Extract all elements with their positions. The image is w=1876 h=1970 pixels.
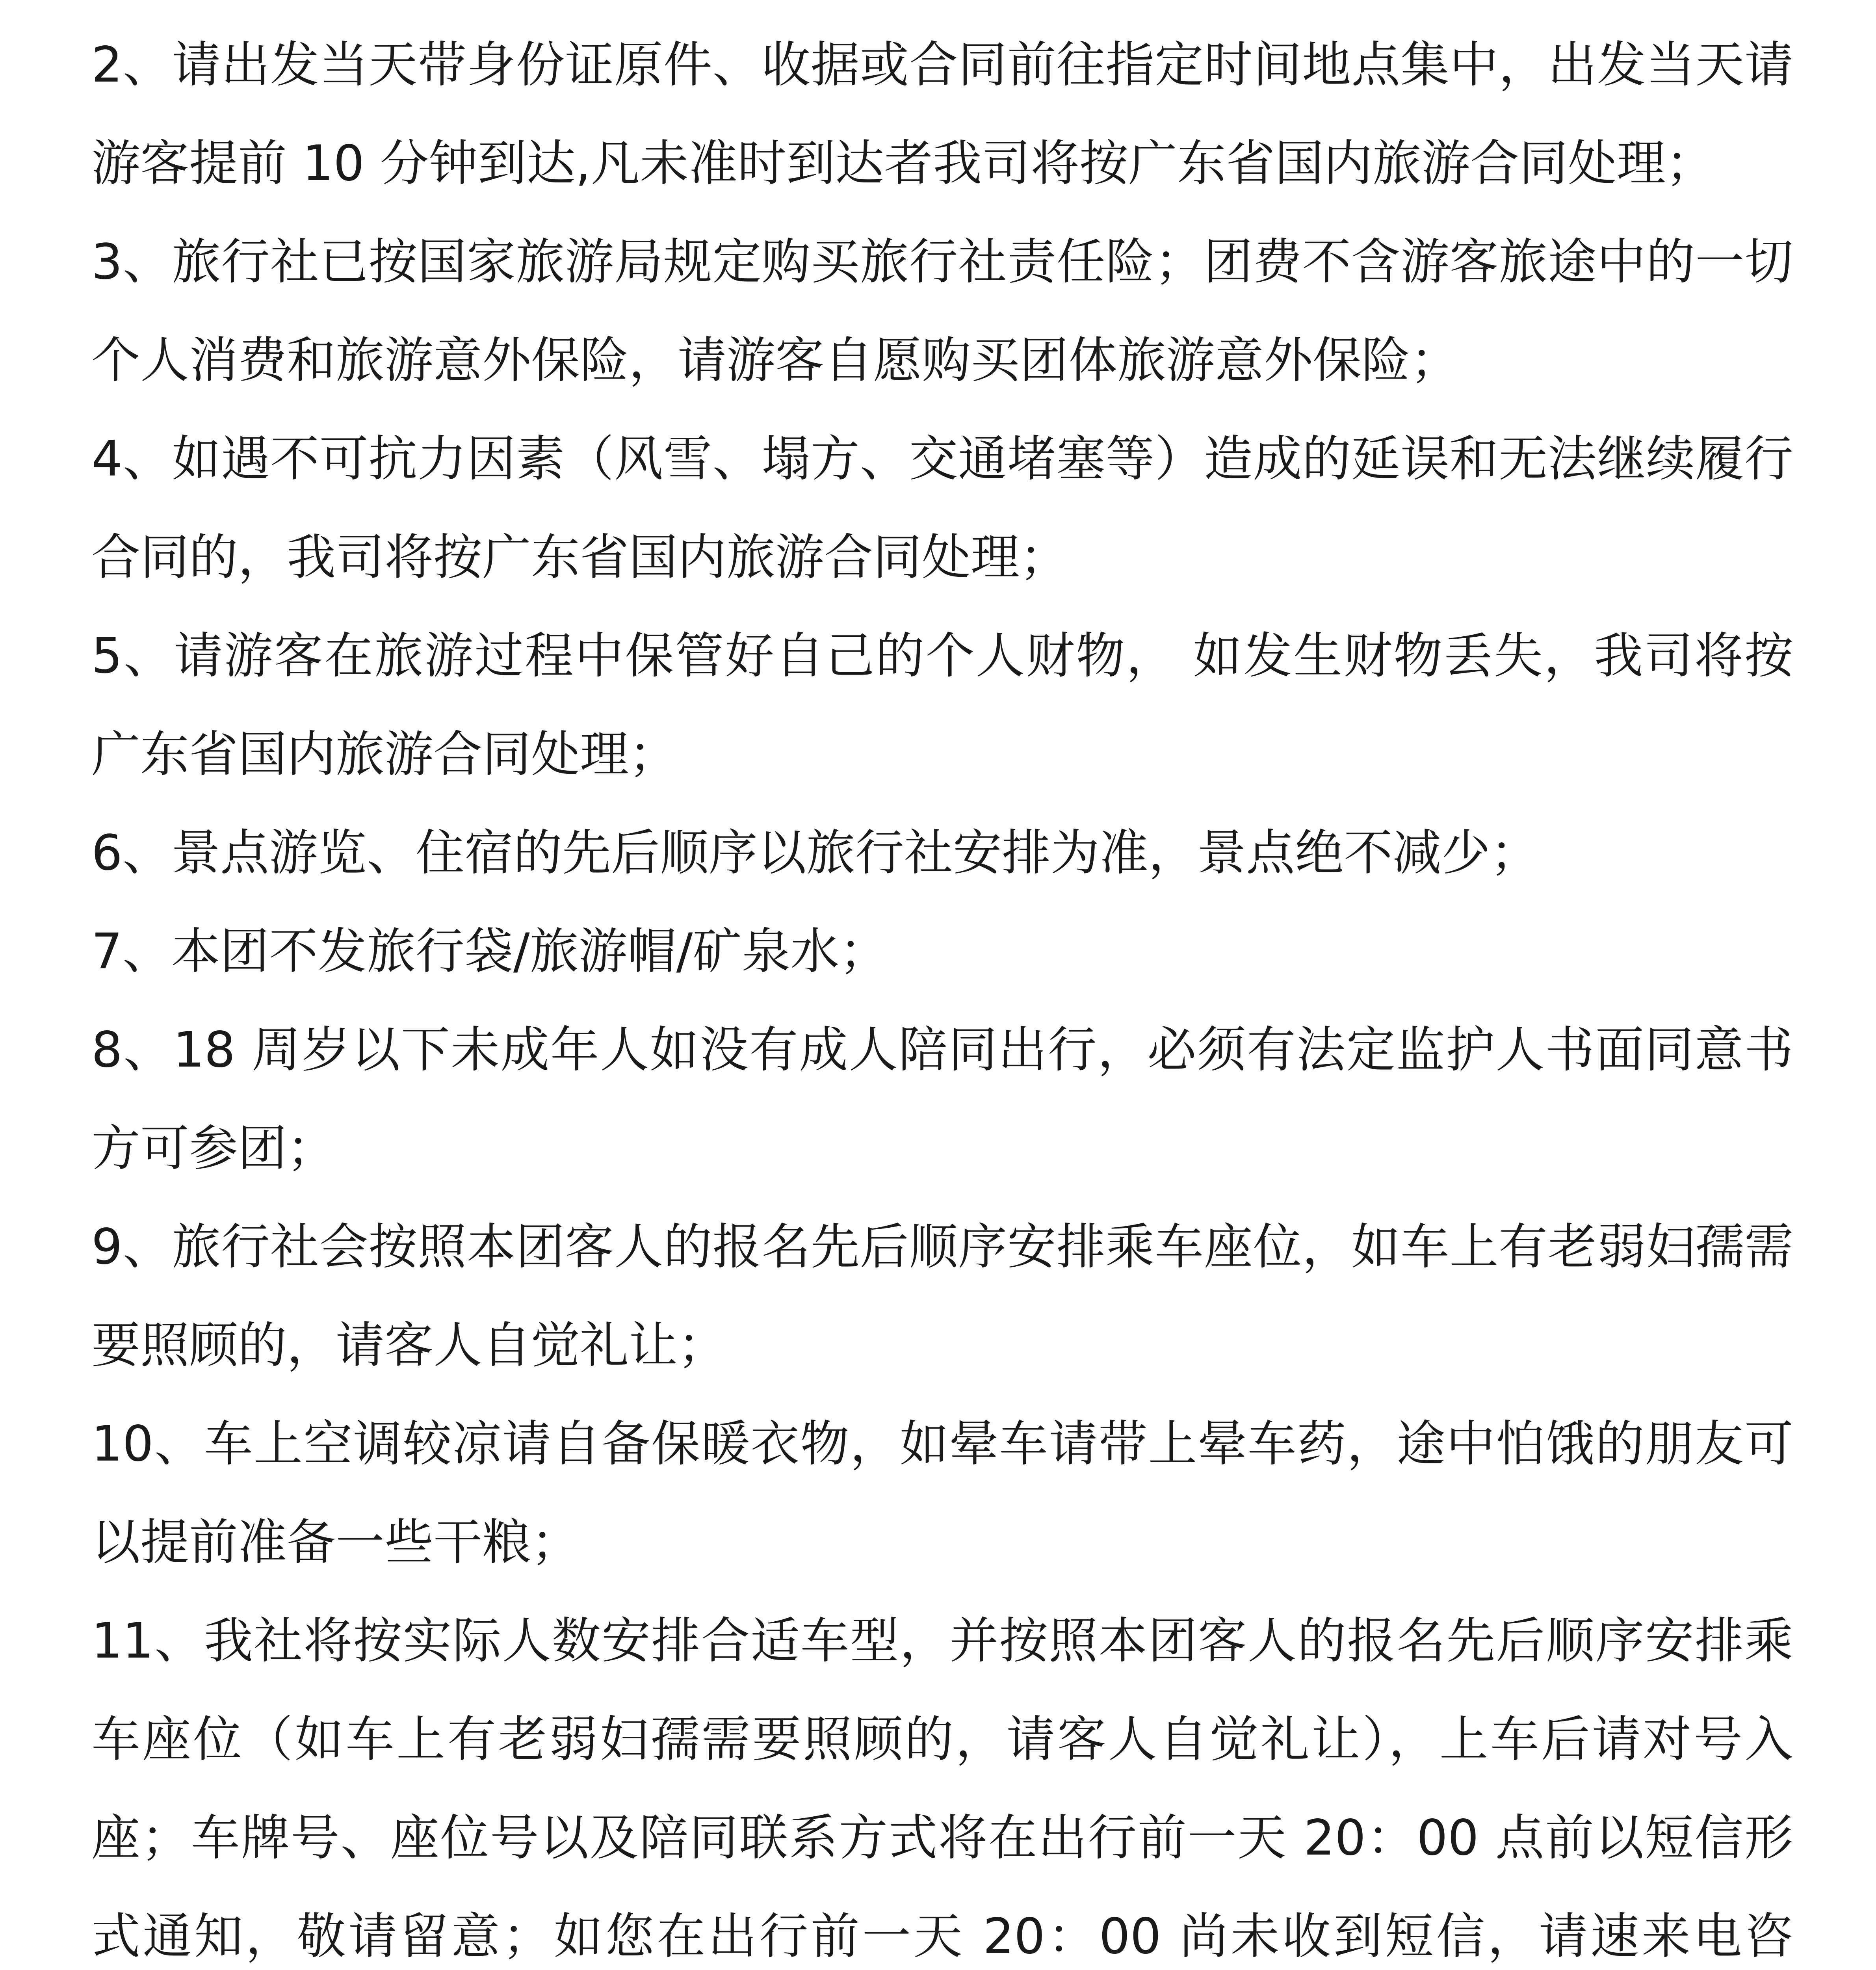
note-item-4: 4、如遇不可抗力因素（风雪、塌方、交通堵塞等）造成的延误和无法继续履行合同的，我司将按广东省国内旅游合同处理； [91, 431, 1793, 586]
note-item-5: 5、请游客在旅游过程中保管好自己的个人财物， 如发生财物丢失，我司将按广东省国内旅游合同处理； [91, 628, 1793, 783]
note-item-6: 6、景点游览、住宿的先后顺序以旅行社安排为准，景点绝不减少； [91, 825, 1539, 881]
note-item-8: 8、18 周岁以下未成年人如没有成人陪同出行，必须有法定监护人书面同意书方可参团； [91, 1022, 1793, 1177]
travel-notes-list [91, 16, 1793, 1970]
note-item-7: 7、本团不发旅行袋/旅游帽/矿泉水； [91, 923, 888, 980]
note-item-9: 9、旅行社会按照本团客人的报名先后顺序安排乘车座位，如车上有老弱妇孺需要照顾的，请客人自觉礼让； [91, 1219, 1793, 1374]
note-item-2: 2、请出发当天带身份证原件、收据或合同前往指定时间地点集中，出发当天请游客提前 10 分钟到达,凡未准时到达者我司将按广东省国内旅游合同处理； [91, 37, 1793, 192]
note-item-11: 11、我社将按实际人数安排合适车型，并按照本团客人的报名先后顺序安排乘车座位（如车上有老弱妇孺需要照顾的，请客人自觉礼让），上车后请对号入座；车牌号、座位号以及陪同联系方式将在出行前一天 20：00 点前以短信形式通知，敬请留意；如您在出行前一天 20：00 尚未收到短信，请速来电咨 [91, 1613, 1793, 1965]
note-item-10: 10、车上空调较凉请自备保暖衣物，如晕车请带上晕车药，途中怕饿的朋友可以提前准备一些干粮； [91, 1416, 1793, 1571]
note-item-3: 3、旅行社已按国家旅游局规定购买旅行社责任险；团费不含游客旅途中的一切个人消费和旅游意外保险，请游客自愿购买团体旅游意外保险； [91, 234, 1793, 389]
